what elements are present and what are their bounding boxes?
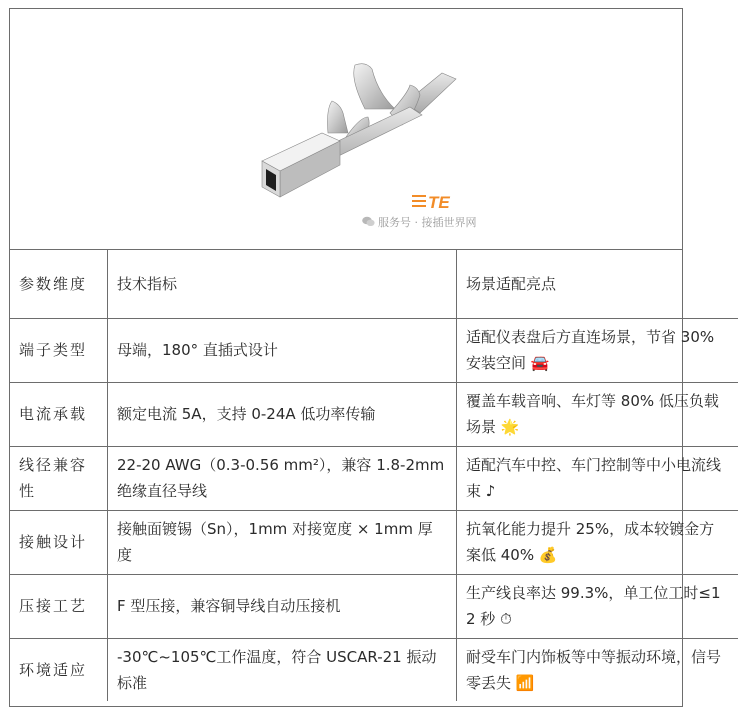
wechat-icon — [362, 216, 375, 227]
watermark-label: 服务号 · 接插世界网 — [378, 216, 477, 229]
spec-cell: F 型压接，兼容铜导线自动压接机 — [108, 574, 457, 638]
header-cell: 技术指标 — [108, 250, 457, 318]
scenario-cell: 适配汽车中控、车门控制等中小电流线束 ♪ — [457, 446, 738, 510]
parameter-cell: 压接工艺 — [10, 574, 108, 638]
table-row — [10, 638, 738, 701]
table-row — [10, 318, 738, 382]
table-row — [10, 574, 738, 638]
parameter-cell: 线径兼容性 — [10, 446, 108, 510]
spec-cell: -30℃~105℃工作温度，符合 USCAR-21 振动标准 — [108, 638, 457, 701]
table-row — [10, 446, 738, 510]
crimp-terminal-product-photo — [10, 9, 682, 249]
te-logo — [412, 191, 482, 213]
spec-cell: 接触面镀锡（Sn），1mm 对接宽度 × 1mm 厚度 — [108, 510, 457, 574]
svg-text:TE: TE — [428, 193, 450, 212]
table-header-row — [10, 250, 738, 318]
header-cell: 场景适配亮点 — [457, 250, 738, 318]
scenario-cell: 耐受车门内饰板等中等振动环境，信号零丢失 📶 — [457, 638, 738, 701]
scenario-cell: 抗氧化能力提升 25%，成本较镀金方案低 40% 💰 — [457, 510, 738, 574]
watermark-text — [362, 214, 477, 230]
parameter-cell: 电流承载 — [10, 382, 108, 446]
spec-cell: 母端，180° 直插式设计 — [108, 318, 457, 382]
spec-cell: 额定电流 5A，支持 0-24A 低功率传输 — [108, 382, 457, 446]
scenario-cell: 覆盖车载音响、车灯等 80% 低压负载场景 🌟 — [457, 382, 738, 446]
spec-table — [10, 250, 738, 701]
table-row — [10, 382, 738, 446]
parameter-cell: 端子类型 — [10, 318, 108, 382]
document-frame — [9, 8, 722, 707]
scenario-cell: 生产线良率达 99.3%，单工位工时≤12 秒 ⏱ — [457, 574, 738, 638]
parameter-cell: 环境适应 — [10, 638, 108, 701]
parameter-cell: 接触设计 — [10, 510, 108, 574]
scenario-cell: 适配仪表盘后方直连场景，节省 30% 安装空间 🚘 — [457, 318, 738, 382]
product-image-cell — [10, 9, 682, 250]
spec-cell: 22-20 AWG（0.3-0.56 mm²），兼容 1.8-2mm 绝缘直径导线 — [108, 446, 457, 510]
header-cell: 参数维度 — [10, 250, 108, 318]
table-row — [10, 510, 738, 574]
